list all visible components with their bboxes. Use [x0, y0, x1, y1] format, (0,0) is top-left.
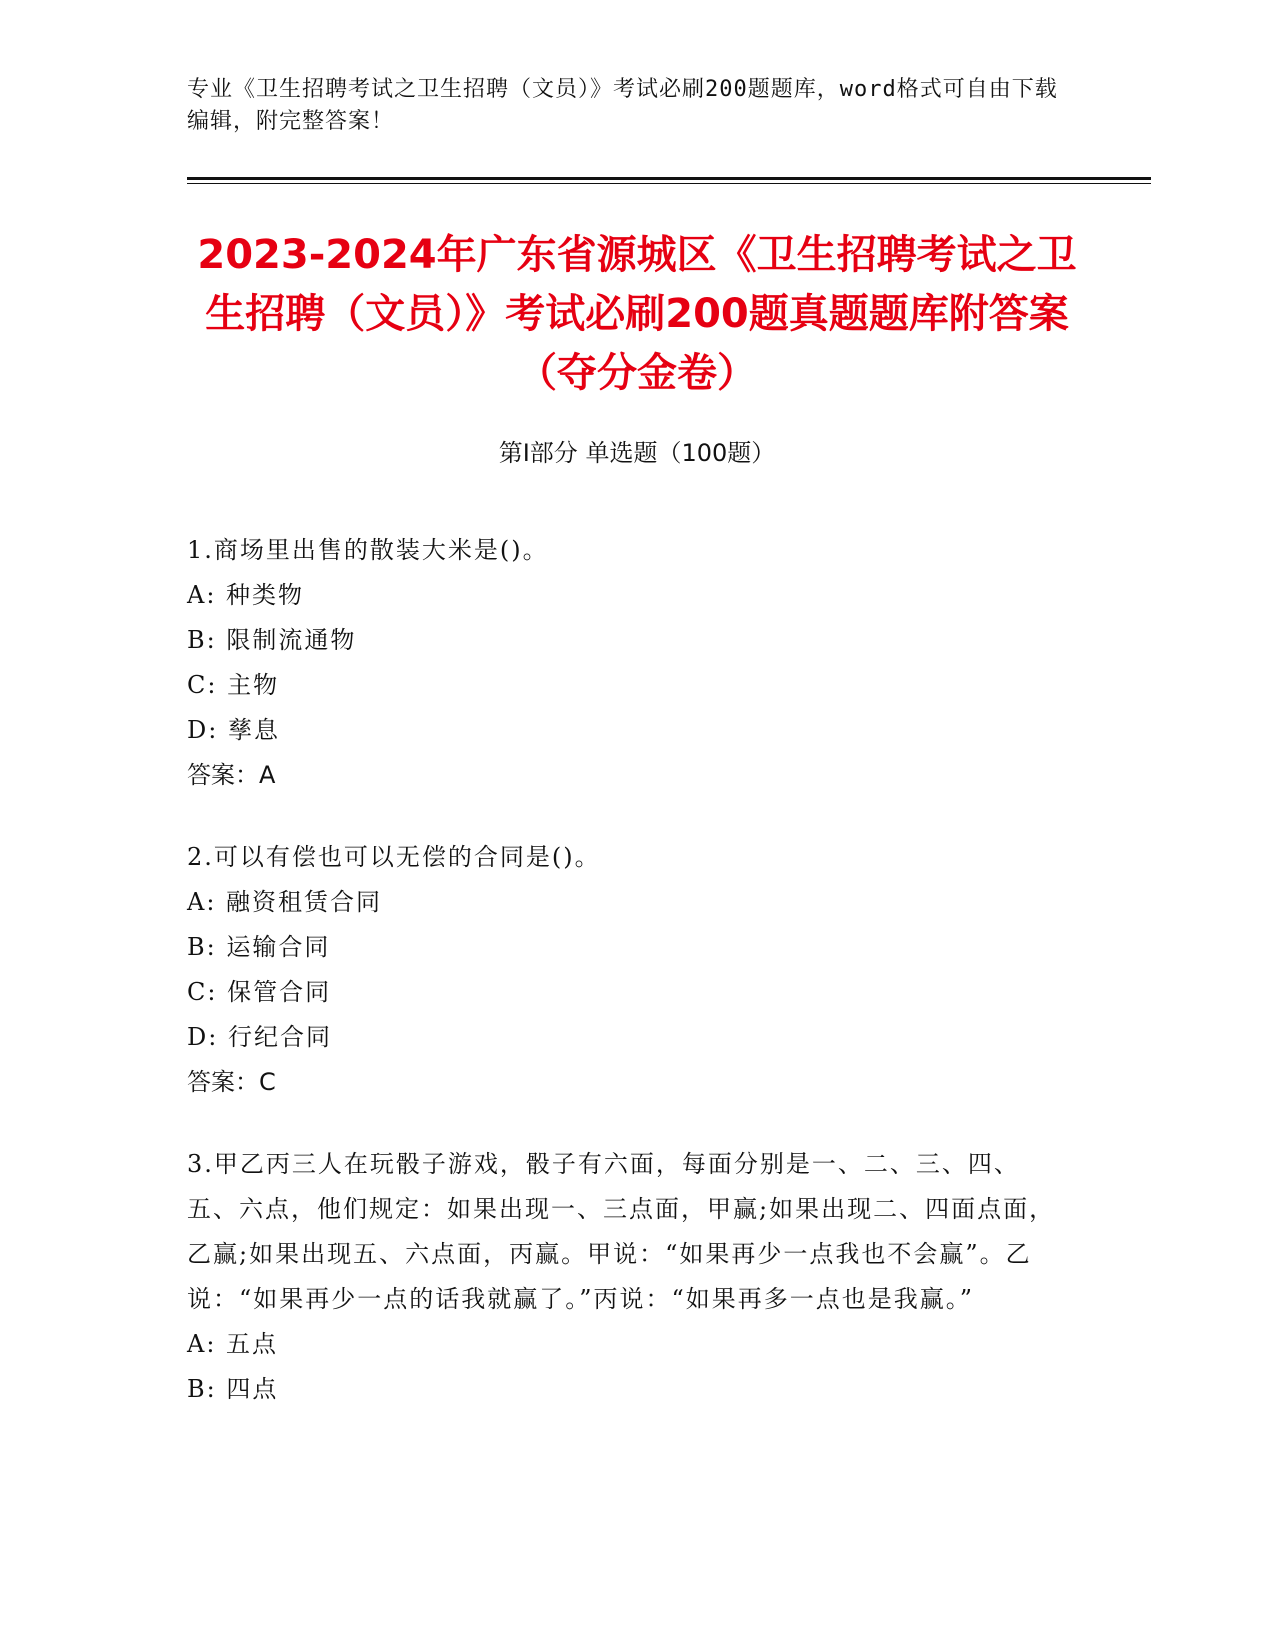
header-divider-thick	[187, 177, 1151, 180]
question-stem: 3.甲乙丙三人在玩骰子游戏，骰子有六面，每面分别是一、二、三、四、五、六点，他们规定：如果出现一、三点面，甲赢;如果出现二、四面点面，乙赢;如果出现五、六点面，丙赢。甲说：“如果再少一点我也不会赢”。乙说：“如果再少一点的话我就赢了。”丙说：“如果再多一点也是我赢。”	[187, 1150, 1056, 1313]
document-title: 2023-2024年广东省源城区《卫生招聘考试之卫生招聘（文员）》考试必刷200题真题题库附答案（夺分金卷）	[197, 232, 1077, 396]
header-divider-thin	[187, 183, 1151, 184]
option-d: D: 行纪合同	[187, 1023, 332, 1051]
question-stem: 2.可以有偿也可以无偿的合同是()。	[187, 843, 601, 871]
option-d: D: 孳息	[187, 716, 280, 744]
question-2	[187, 835, 1067, 1105]
answer: 答案：C	[187, 1068, 276, 1096]
section-heading: 第Ⅰ部分 单选题（100题）	[498, 439, 776, 467]
option-a: A: 五点	[187, 1330, 279, 1358]
question-3	[187, 1142, 1067, 1412]
option-a: A: 种类物	[187, 581, 305, 609]
option-a: A: 融资租赁合同	[187, 888, 383, 916]
option-c: C: 主物	[187, 671, 280, 699]
option-b: B: 运输合同	[187, 933, 331, 961]
question-1	[187, 528, 1067, 798]
question-list	[187, 528, 1067, 1449]
option-b: B: 四点	[187, 1375, 279, 1403]
option-c: C: 保管合同	[187, 978, 332, 1006]
header-note: 专业《卫生招聘考试之卫生招聘（文员）》考试必刷200题题库，word格式可自由下载编辑，附完整答案！	[187, 77, 1058, 134]
option-b: B: 限制流通物	[187, 626, 357, 654]
question-stem: 1.商场里出售的散装大米是()。	[187, 536, 549, 564]
answer: 答案：A	[187, 761, 276, 789]
